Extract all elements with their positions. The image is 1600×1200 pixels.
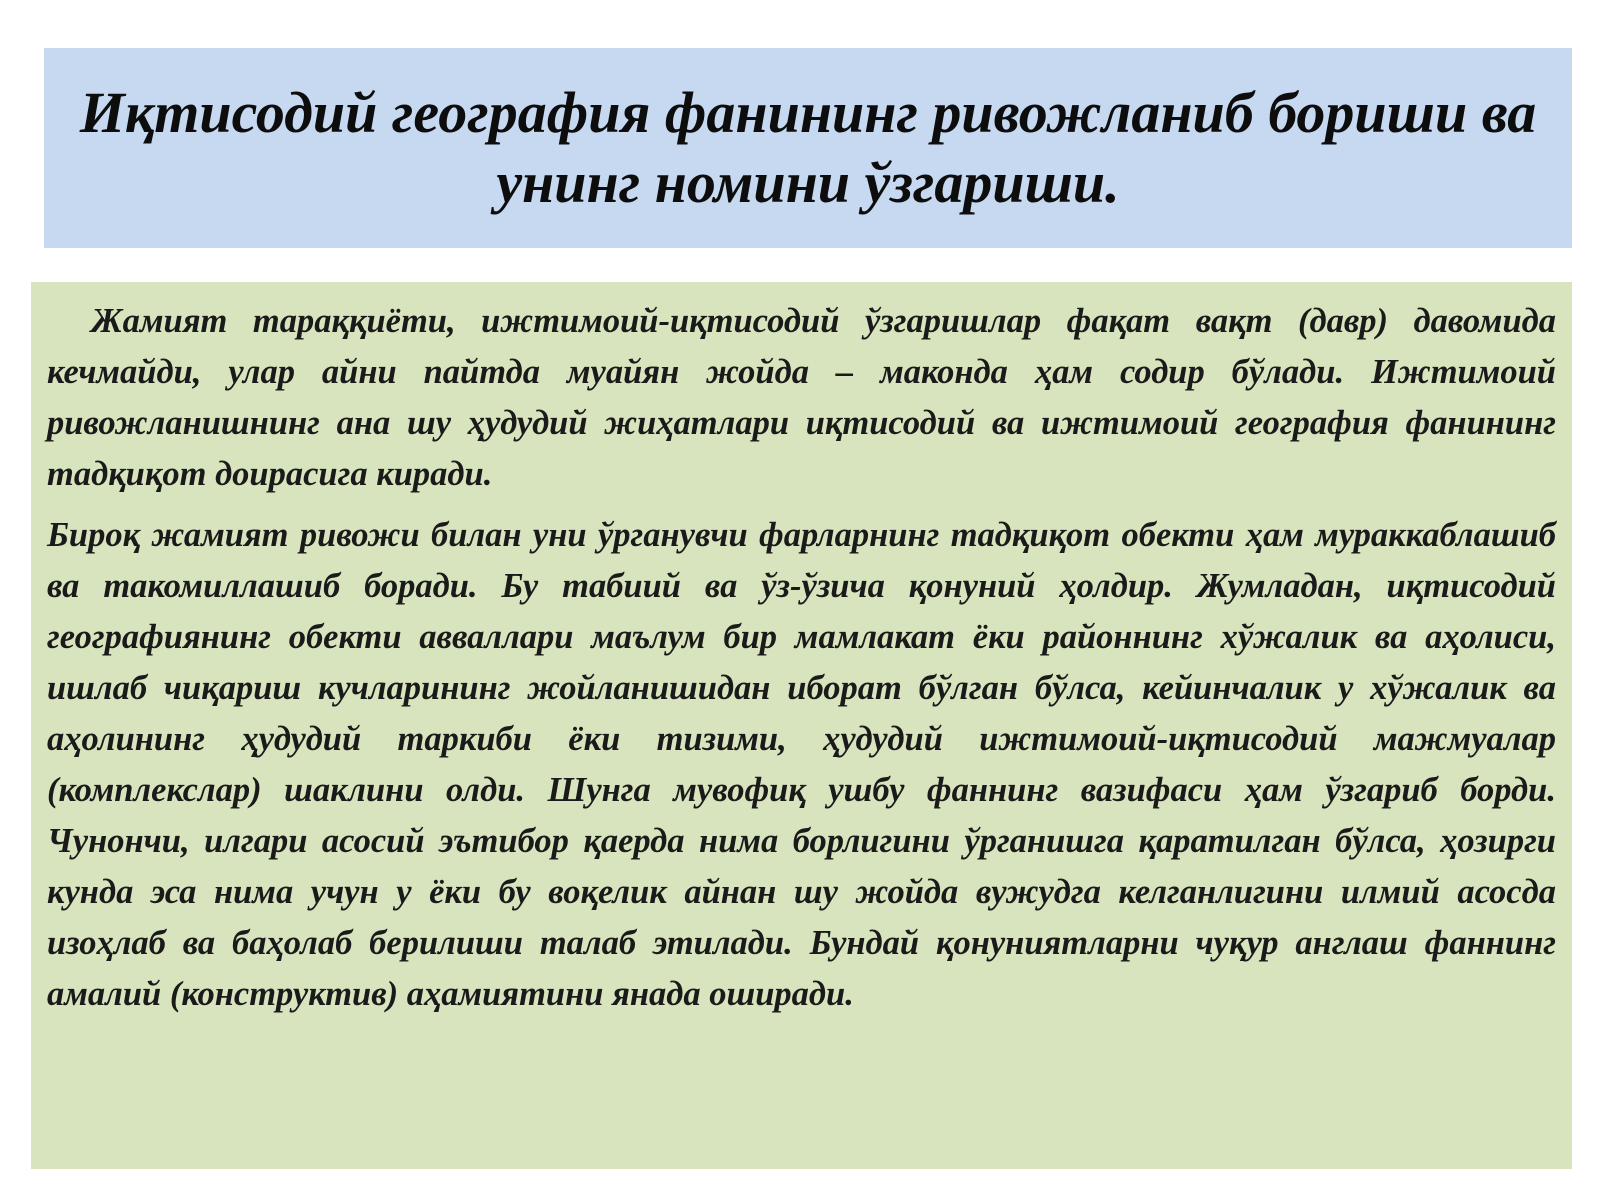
slide-title: Иқтисодий география фанининг ривожланиб бориши ва унинг номини ўзгариши. [79, 80, 1537, 215]
title-banner [44, 48, 1572, 248]
paragraph-1: Жамият тараққиёти, ижтимоий-иқтисодий ўзгаришлар фақат вақт (давр) давомида кечмайди, улар айни пайтда муайян жойда – маконда ҳам содир бўлади. Ижтимоий ривожланишнинг ана шу ҳудудий жиҳатлари иқтисодий ва ижтимоий география фанининг тадқиқот доирасига киради. [47, 302, 1556, 493]
content-panel [31, 282, 1572, 1169]
paragraph-2: Бироқ жамият ривожи билан уни ўрганувчи фарларнинг тадқиқот обекти ҳам мураккаблашиб ва такомиллашиб боради. Бу табиий ва ўз-ўзича қонуний ҳолдир. Жумладан, иқтисодий географиянинг обекти авваллари маълум бир мамлакат ёки районнинг хўжалик ва аҳолиси, ишлаб чиқариш кучларининг жойланишидан иборат бўлган бўлса, кейинчалик у хўжалик ва аҳолининг ҳудудий таркиби ёки тизими, ҳудудий ижтимоий-иқтисодий мажмуалар (комплекслар) шаклини олди. Шунга мувофиқ ушбу фаннинг вазифаси ҳам ўзгариб борди. Чунончи, илгари асосий эътибор қаерда нима борлигини ўрганишга қаратилган бўлса, ҳозирги кунда эса нима учун у ёки бу воқелик айнан шу жойда вужудга келганлигини илмий асосда изоҳлаб ва баҳолаб берилиши талаб этилади. Бундай қонуниятларни чуқур англаш фаннинг амалий (конструктив) аҳамиятини янада оширади. [47, 516, 1556, 1013]
